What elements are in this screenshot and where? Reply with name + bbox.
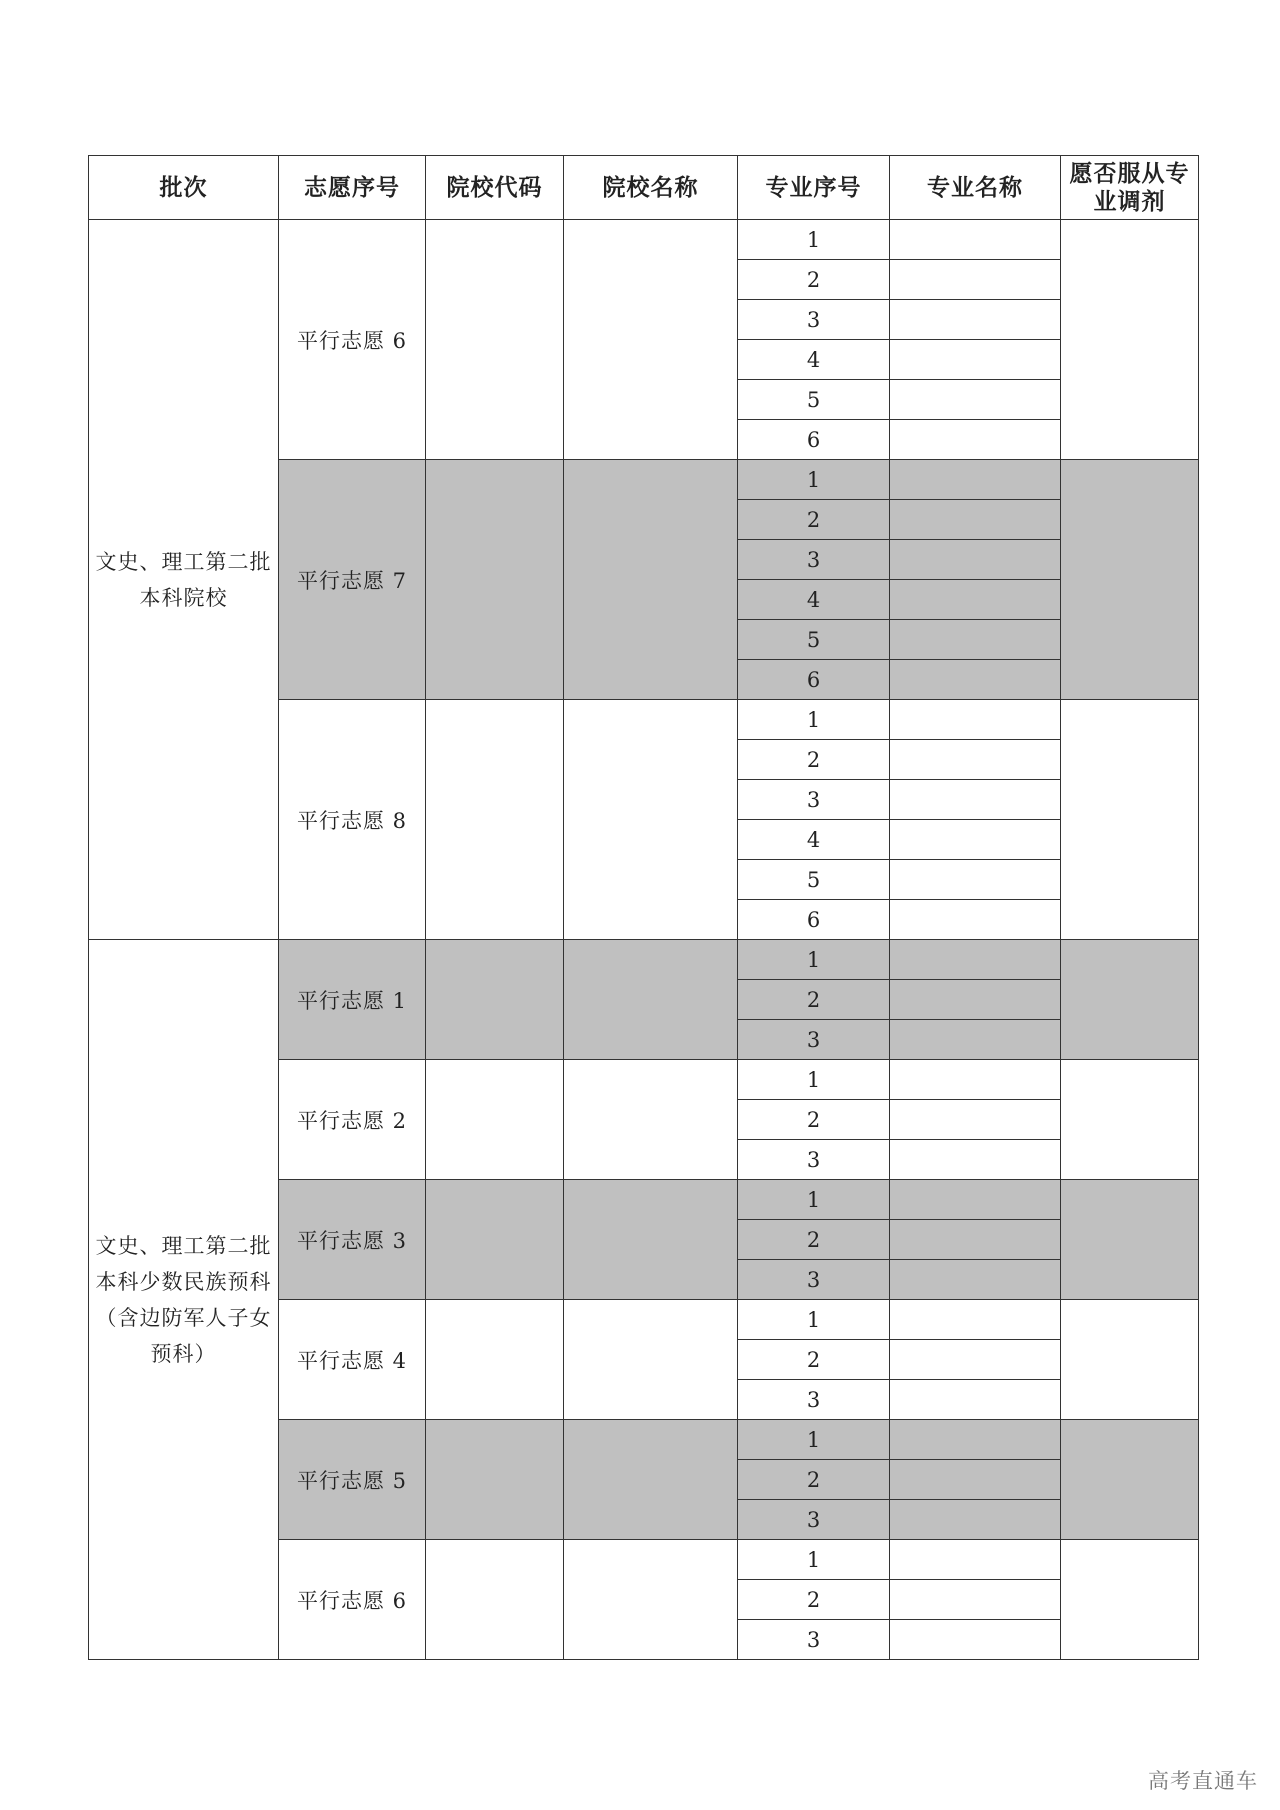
- batch-cell: 文史、理工第二批本科院校: [89, 220, 279, 940]
- wish-label-cell: 平行志愿 6: [279, 220, 426, 460]
- major-name-cell[interactable]: [890, 1620, 1061, 1660]
- major-number-cell: 4: [738, 820, 890, 860]
- major-number-cell: 1: [738, 700, 890, 740]
- table-body: [89, 220, 1199, 1660]
- application-form-table: [88, 155, 1199, 1660]
- major-number-cell: 6: [738, 660, 890, 700]
- major-name-cell[interactable]: [890, 1500, 1061, 1540]
- header-major-number: 专业序号: [738, 156, 890, 220]
- school-code-cell[interactable]: [426, 1300, 564, 1420]
- header-batch: 批次: [89, 156, 279, 220]
- major-name-cell[interactable]: [890, 380, 1061, 420]
- major-number-cell: 2: [738, 500, 890, 540]
- obey-adjustment-cell[interactable]: [1061, 1540, 1199, 1660]
- major-name-cell[interactable]: [890, 980, 1061, 1020]
- school-code-cell[interactable]: [426, 1540, 564, 1660]
- major-name-cell[interactable]: [890, 420, 1061, 460]
- major-name-cell[interactable]: [890, 1420, 1061, 1460]
- major-number-cell: 1: [738, 1420, 890, 1460]
- major-name-cell[interactable]: [890, 1100, 1061, 1140]
- school-name-cell[interactable]: [564, 940, 738, 1060]
- major-number-cell: 2: [738, 1580, 890, 1620]
- obey-adjustment-cell[interactable]: [1061, 220, 1199, 460]
- header-row: [89, 156, 1199, 220]
- major-name-cell[interactable]: [890, 260, 1061, 300]
- major-number-cell: 1: [738, 1060, 890, 1100]
- major-number-cell: 6: [738, 420, 890, 460]
- major-name-cell[interactable]: [890, 500, 1061, 540]
- major-name-cell[interactable]: [890, 340, 1061, 380]
- major-number-cell: 3: [738, 300, 890, 340]
- major-name-cell[interactable]: [890, 300, 1061, 340]
- wish-label-cell: 平行志愿 6: [279, 1540, 426, 1660]
- major-name-cell[interactable]: [890, 1380, 1061, 1420]
- wish-label-cell: 平行志愿 5: [279, 1420, 426, 1540]
- school-name-cell[interactable]: [564, 1540, 738, 1660]
- major-name-cell[interactable]: [890, 1140, 1061, 1180]
- major-name-cell[interactable]: [890, 940, 1061, 980]
- major-name-cell[interactable]: [890, 1180, 1061, 1220]
- table-row: [89, 220, 1199, 260]
- major-number-cell: 5: [738, 860, 890, 900]
- major-name-cell[interactable]: [890, 700, 1061, 740]
- major-number-cell: 1: [738, 1180, 890, 1220]
- major-number-cell: 2: [738, 1460, 890, 1500]
- major-number-cell: 1: [738, 1300, 890, 1340]
- wish-label-cell: 平行志愿 1: [279, 940, 426, 1060]
- obey-adjustment-cell[interactable]: [1061, 940, 1199, 1060]
- wish-label-cell: 平行志愿 7: [279, 460, 426, 700]
- major-number-cell: 3: [738, 1020, 890, 1060]
- school-code-cell[interactable]: [426, 1060, 564, 1180]
- school-code-cell[interactable]: [426, 220, 564, 460]
- school-code-cell[interactable]: [426, 1180, 564, 1300]
- major-number-cell: 3: [738, 780, 890, 820]
- major-name-cell[interactable]: [890, 740, 1061, 780]
- major-name-cell[interactable]: [890, 1460, 1061, 1500]
- wish-label-cell: 平行志愿 2: [279, 1060, 426, 1180]
- major-name-cell[interactable]: [890, 1540, 1061, 1580]
- major-number-cell: 1: [738, 460, 890, 500]
- obey-adjustment-cell[interactable]: [1061, 700, 1199, 940]
- watermark: 高考直通车: [1148, 1769, 1258, 1793]
- major-number-cell: 3: [738, 540, 890, 580]
- major-number-cell: 1: [738, 1540, 890, 1580]
- school-code-cell[interactable]: [426, 1420, 564, 1540]
- major-name-cell[interactable]: [890, 820, 1061, 860]
- major-number-cell: 2: [738, 980, 890, 1020]
- major-name-cell[interactable]: [890, 540, 1061, 580]
- wish-label-cell: 平行志愿 3: [279, 1180, 426, 1300]
- major-name-cell[interactable]: [890, 220, 1061, 260]
- major-name-cell[interactable]: [890, 660, 1061, 700]
- major-number-cell: 2: [738, 260, 890, 300]
- major-number-cell: 2: [738, 1340, 890, 1380]
- major-number-cell: 2: [738, 1220, 890, 1260]
- major-number-cell: 3: [738, 1140, 890, 1180]
- school-name-cell[interactable]: [564, 700, 738, 940]
- obey-adjustment-cell[interactable]: [1061, 1300, 1199, 1420]
- major-number-cell: 4: [738, 340, 890, 380]
- major-name-cell[interactable]: [890, 580, 1061, 620]
- wish-label-cell: 平行志愿 8: [279, 700, 426, 940]
- header-obey-adjustment: 愿否服从专业调剂: [1061, 156, 1199, 220]
- major-name-cell[interactable]: [890, 1060, 1061, 1100]
- table-row: [89, 940, 1199, 980]
- school-name-cell[interactable]: [564, 1420, 738, 1540]
- major-number-cell: 2: [738, 1100, 890, 1140]
- major-number-cell: 3: [738, 1380, 890, 1420]
- obey-adjustment-cell[interactable]: [1061, 460, 1199, 700]
- major-number-cell: 1: [738, 220, 890, 260]
- major-name-cell[interactable]: [890, 620, 1061, 660]
- major-number-cell: 3: [738, 1500, 890, 1540]
- major-number-cell: 3: [738, 1260, 890, 1300]
- major-name-cell[interactable]: [890, 1580, 1061, 1620]
- major-number-cell: 5: [738, 380, 890, 420]
- header-major-name: 专业名称: [890, 156, 1061, 220]
- obey-adjustment-cell[interactable]: [1061, 1060, 1199, 1180]
- school-code-cell[interactable]: [426, 700, 564, 940]
- major-number-cell: 6: [738, 900, 890, 940]
- major-number-cell: 4: [738, 580, 890, 620]
- school-name-cell[interactable]: [564, 1060, 738, 1180]
- major-number-cell: 2: [738, 740, 890, 780]
- major-number-cell: 1: [738, 940, 890, 980]
- header-school-name: 院校名称: [564, 156, 738, 220]
- major-name-cell[interactable]: [890, 1020, 1061, 1060]
- obey-adjustment-cell[interactable]: [1061, 1180, 1199, 1300]
- major-name-cell[interactable]: [890, 1300, 1061, 1340]
- header-wish-number: 志愿序号: [279, 156, 426, 220]
- wish-label-cell: 平行志愿 4: [279, 1300, 426, 1420]
- major-name-cell[interactable]: [890, 460, 1061, 500]
- major-name-cell[interactable]: [890, 1260, 1061, 1300]
- school-code-cell[interactable]: [426, 940, 564, 1060]
- school-name-cell[interactable]: [564, 1180, 738, 1300]
- major-number-cell: 3: [738, 1620, 890, 1660]
- school-name-cell[interactable]: [564, 220, 738, 460]
- school-code-cell[interactable]: [426, 460, 564, 700]
- major-name-cell[interactable]: [890, 900, 1061, 940]
- batch-cell: 文史、理工第二批本科少数民族预科（含边防军人子女预科）: [89, 940, 279, 1660]
- major-number-cell: 5: [738, 620, 890, 660]
- header-school-code: 院校代码: [426, 156, 564, 220]
- major-name-cell[interactable]: [890, 860, 1061, 900]
- major-name-cell[interactable]: [890, 1220, 1061, 1260]
- major-name-cell[interactable]: [890, 780, 1061, 820]
- major-name-cell[interactable]: [890, 1340, 1061, 1380]
- obey-adjustment-cell[interactable]: [1061, 1420, 1199, 1540]
- school-name-cell[interactable]: [564, 460, 738, 700]
- school-name-cell[interactable]: [564, 1300, 738, 1420]
